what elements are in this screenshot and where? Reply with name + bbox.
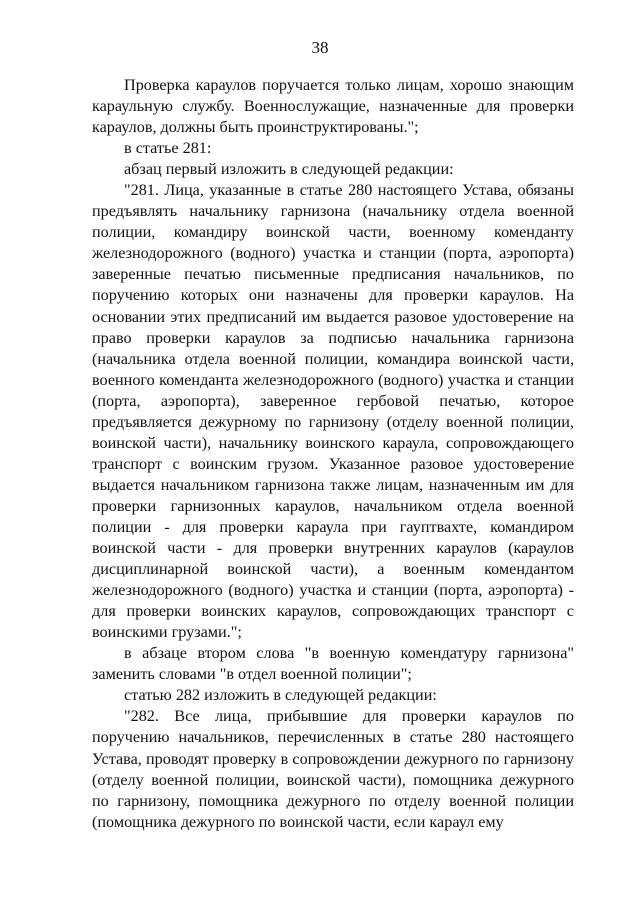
paragraph: Проверка караулов поручается только лицам, хорошо знающим караульную службу. Военнослужащие, назначенные для проверки караулов, должны быть проинструктированы."; [92,76,574,137]
paragraph: "282. Все лица, прибывшие для проверки караулов по поручению начальников, перечисленных в статье 280 настоящего Устава, проводят проверку в сопровождении дежурного по гарнизону (отделу военной полиции, воинской части), помощника дежурного по гарнизону, помощника дежурного по отделу военной полиции (помощника дежурного по воинской части, если караул ему [92,707,574,831]
paragraph: в статье 281: [124,139,212,158]
page-number: 38 [311,38,329,57]
paragraph: статью 282 изложить в следующей редакции: [124,686,437,705]
paragraph: абзац первый изложить в следующей редакции: [124,160,454,179]
paragraph: в абзаце втором слова "в военную комендатуру гарнизона" заменить словами "в отдел военной полиции"; [92,644,574,684]
document-body [92,75,574,833]
paragraph: "281. Лица, указанные в статье 280 настоящего Устава, обязаны предъявлять начальнику гарнизона (начальнику отдела военной полиции, командиру воинской части, военному коменданту железнодорожного (водного) участка и станции (порта, аэропорта) заверенные печатью письменные предписания начальников, по поручению которых они назначены для проверки караулов. На основании этих предписаний им выдается разовое удостоверение на право проверки караулов за подписью начальника гарнизона (начальника отдела военной полиции, командира воинской части, военного коменданта железнодорожного (водного) участка и станции (порта, аэропорта), заверенное гербовой печатью, которое предъявляется дежурному по гарнизону (отделу военной полиции, воинской части), начальнику воинского караула, сопровождающего транспорт с воинским грузом. Указанное разовое удостоверение выдается начальником гарнизона также лицам, назначенным им для проверки гарнизонных караулов, начальником отдела военной полиции - для проверки караула при гауптвахте, командиром воинской части - для проверки внутренних караулов (караулов дисциплинарной воинской части), а военным комендантом железнодорожного (водного) участка и станции (порта, аэропорта) - для проверки воинских караулов, сопровождающих транспорт с воинскими грузами."; [92,181,574,642]
